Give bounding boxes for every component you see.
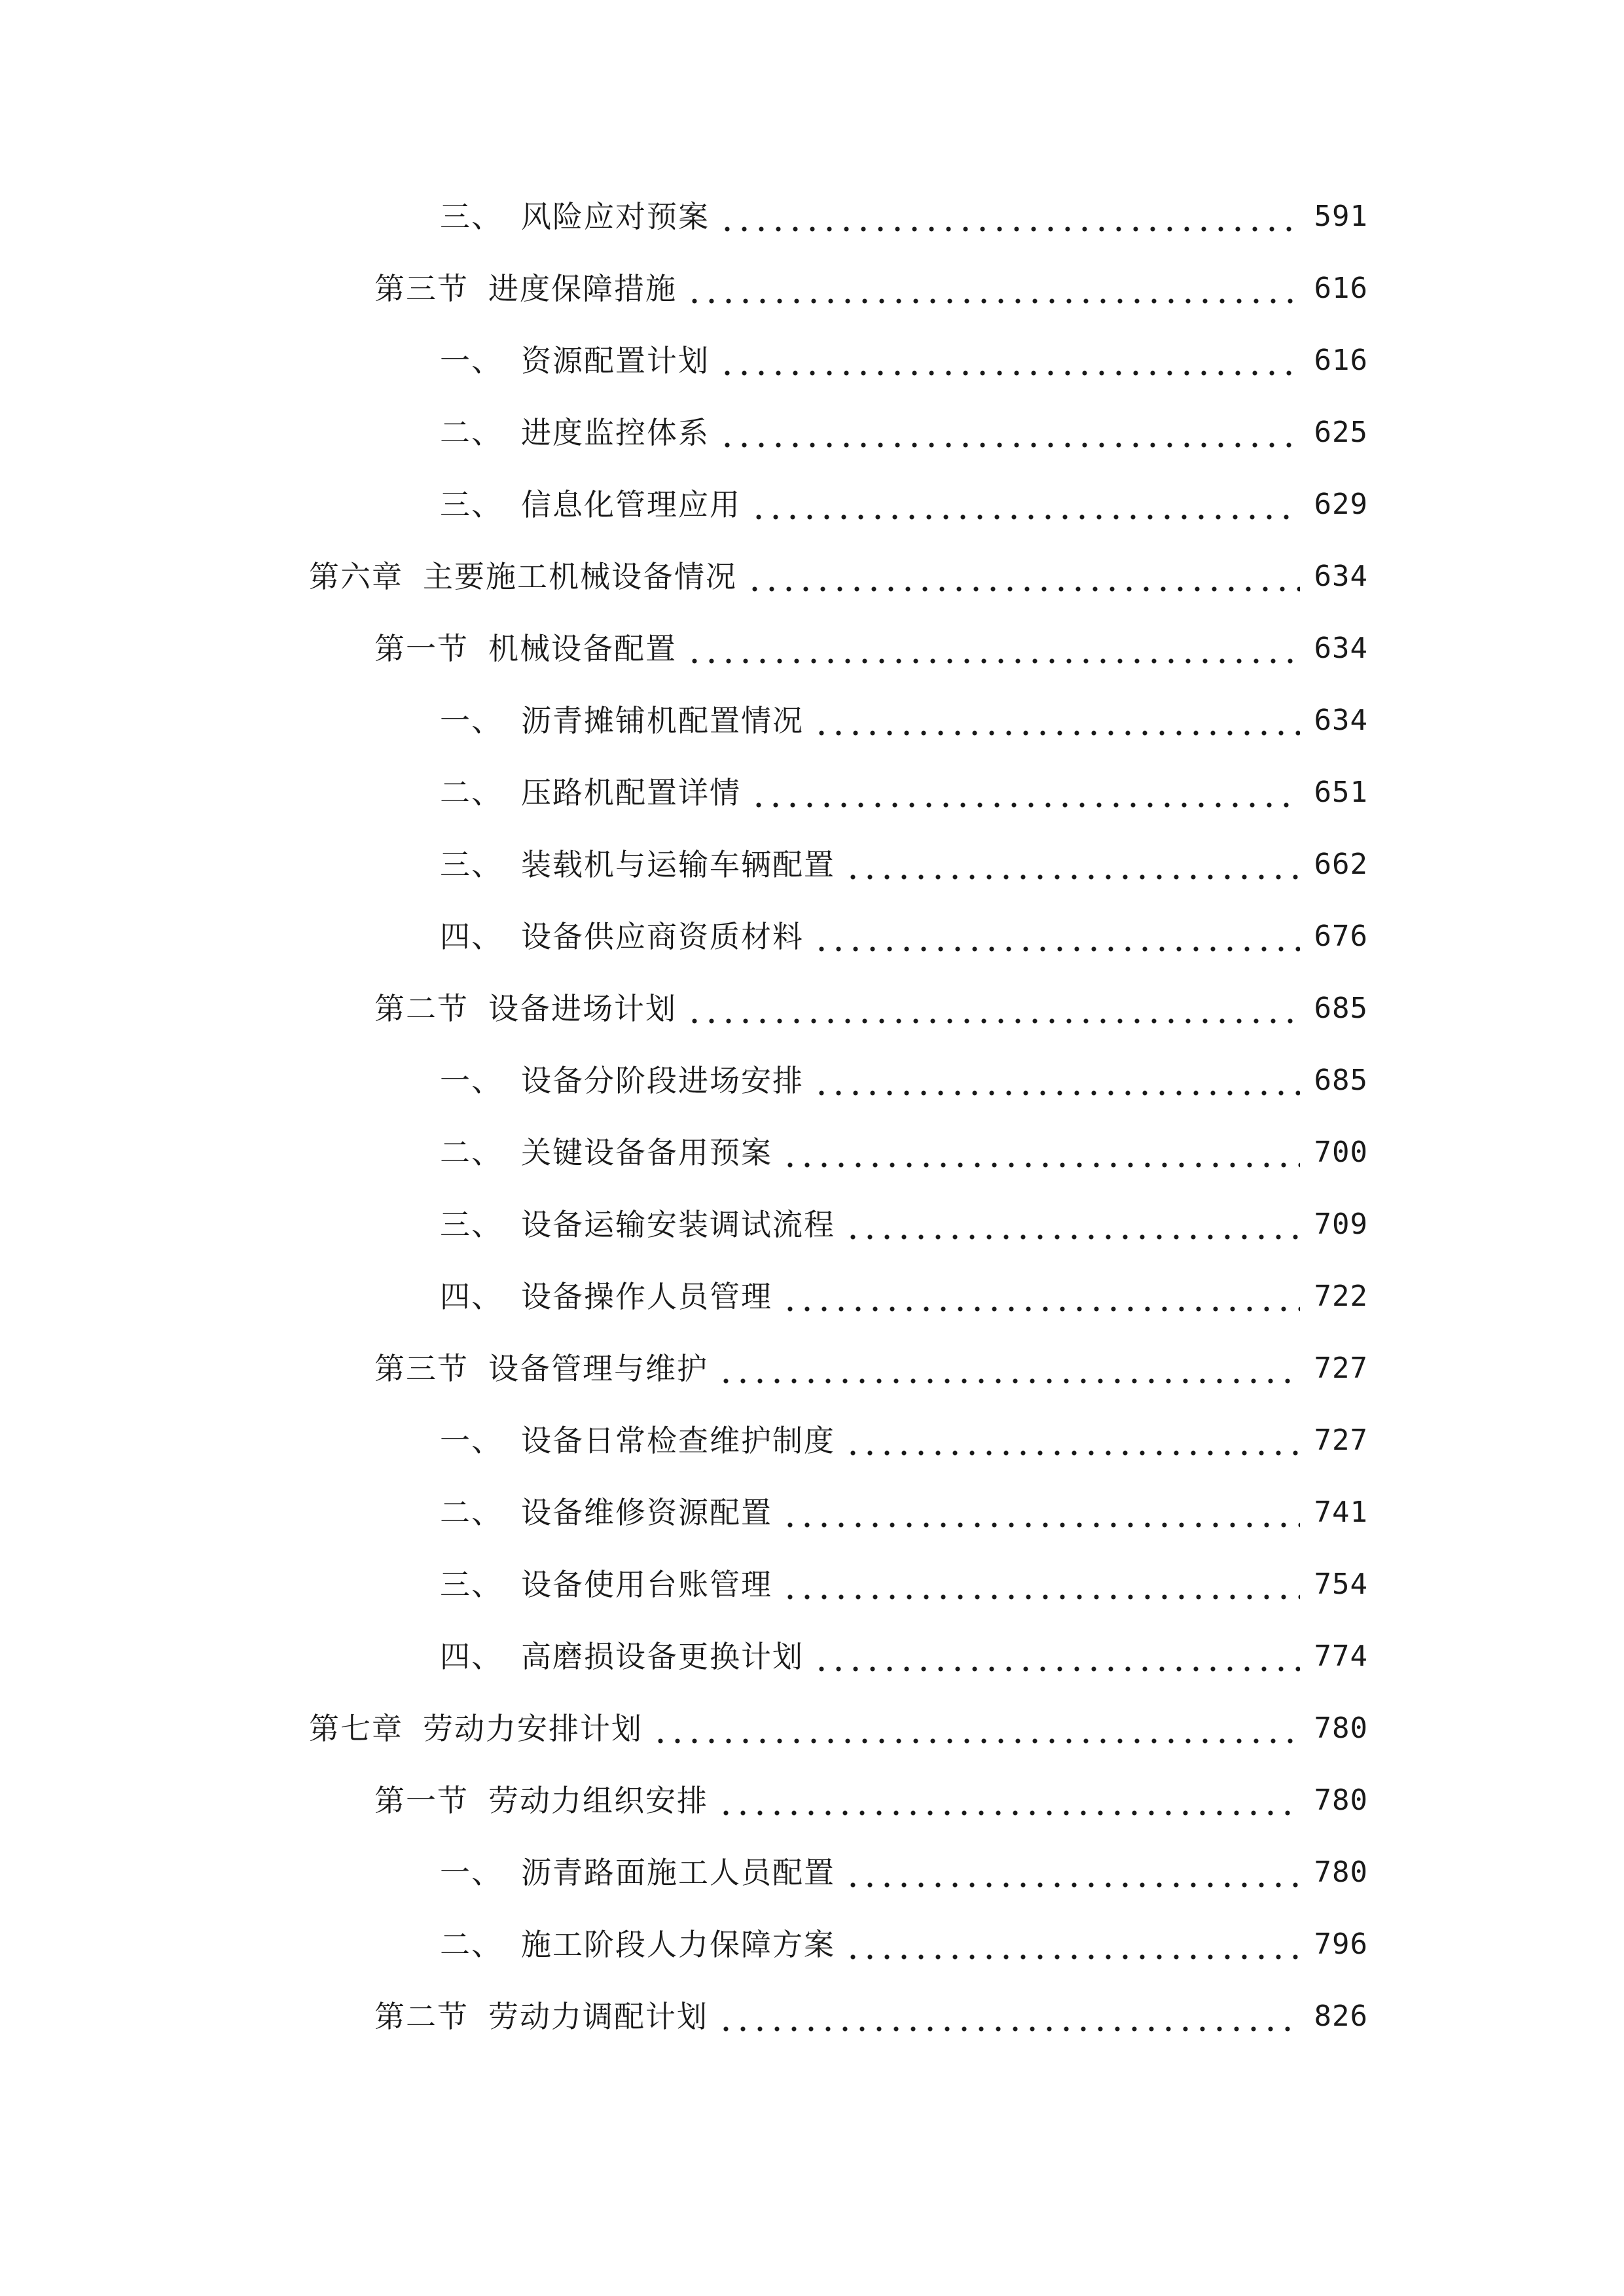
dot-leader: [782, 1276, 1300, 1318]
dot-leader: [844, 1420, 1300, 1462]
toc-entry-title: 资源配置计划: [521, 343, 710, 378]
toc-page-number: 685: [1314, 992, 1368, 1025]
toc-entry-marker: 一、: [440, 1423, 503, 1458]
toc-entry-title: 设备操作人员管理: [521, 1279, 772, 1314]
dot-leader: [719, 340, 1300, 382]
toc-entry-title: 主要施工机械设备情况: [423, 559, 737, 594]
toc-entry[interactable]: [0, 757, 1624, 829]
toc-entry-title: 沥青摊铺机配置情况: [521, 703, 804, 738]
toc-entry-title: 施工阶段人力保障方案: [521, 1927, 835, 1962]
toc-entry-marker: 一、: [440, 703, 503, 738]
toc-entry-label: [440, 844, 835, 886]
toc-entry[interactable]: [0, 469, 1624, 541]
toc-entry-marker: 四、: [440, 1279, 503, 1314]
toc-entry-marker: 三、: [440, 487, 503, 522]
toc-entry[interactable]: [0, 1693, 1624, 1765]
toc-entry-title: 关键设备备用预案: [521, 1135, 772, 1170]
toc-entry[interactable]: [0, 1765, 1624, 1837]
dot-leader: [652, 1708, 1300, 1749]
toc-page-number: 676: [1314, 920, 1368, 953]
toc-page-number: 722: [1314, 1280, 1368, 1313]
toc-entry[interactable]: [0, 1909, 1624, 1981]
toc-entry-marker: 第七章: [309, 1711, 403, 1746]
toc-entry-marker: 二、: [440, 415, 503, 450]
toc-page-number: 634: [1314, 704, 1368, 737]
dot-leader: [844, 1924, 1300, 1965]
toc-entry-title: 设备日常检查维护制度: [521, 1423, 835, 1458]
toc-page-number: 780: [1314, 1784, 1368, 1817]
toc-entry-title: 机械设备配置: [488, 631, 677, 666]
toc-entry-label: [440, 412, 710, 454]
toc-entry[interactable]: [0, 1837, 1624, 1909]
toc-entry-title: 设备分阶段进场安排: [521, 1063, 804, 1098]
toc-entry-label: [440, 196, 710, 238]
toc-page-number: 616: [1314, 272, 1368, 305]
toc-entry-label: [440, 700, 804, 742]
toc-entry[interactable]: [0, 1405, 1624, 1477]
toc-entry-title: 设备使用台账管理: [521, 1567, 772, 1602]
toc-entry[interactable]: [0, 325, 1624, 397]
toc-page-number: 634: [1314, 632, 1368, 665]
toc-page-number: 780: [1314, 1856, 1368, 1889]
toc-entry[interactable]: [0, 1477, 1624, 1549]
toc-entry-marker: 二、: [440, 1927, 503, 1962]
toc-entry-marker: 二、: [440, 1135, 503, 1170]
toc-page-number: 625: [1314, 416, 1368, 449]
toc-entry-label: [440, 1204, 835, 1246]
dot-leader: [813, 700, 1300, 742]
toc-entry[interactable]: [0, 181, 1624, 253]
toc-entry[interactable]: [0, 685, 1624, 757]
toc-entry-title: 劳动力组织安排: [488, 1783, 708, 1818]
toc-entry[interactable]: [0, 541, 1624, 613]
dot-leader: [719, 196, 1300, 238]
dot-leader: [750, 484, 1300, 526]
toc-entry-marker: 三、: [440, 1567, 503, 1602]
toc-entry-label: [440, 1276, 772, 1318]
dot-leader: [750, 772, 1300, 814]
toc-entry-marker: 一、: [440, 1855, 503, 1890]
table-of-contents: [0, 181, 1624, 2053]
toc-page-number: 774: [1314, 1640, 1368, 1673]
toc-entry-title: 高磨损设备更换计划: [521, 1639, 804, 1674]
toc-entry-marker: 第二节: [374, 991, 469, 1026]
dot-leader: [844, 1852, 1300, 1893]
toc-entry-label: [440, 1564, 772, 1605]
toc-page-number: 796: [1314, 1928, 1368, 1961]
toc-entry-marker: 四、: [440, 919, 503, 954]
dot-leader: [782, 1564, 1300, 1605]
toc-entry[interactable]: [0, 613, 1624, 685]
toc-page-number: 741: [1314, 1496, 1368, 1529]
toc-entry-label: [440, 484, 741, 526]
toc-entry-marker: 三、: [440, 847, 503, 882]
toc-entry[interactable]: [0, 1045, 1624, 1117]
toc-entry[interactable]: [0, 1261, 1624, 1333]
toc-entry-marker: 第一节: [374, 631, 469, 666]
toc-entry[interactable]: [0, 1981, 1624, 2053]
toc-entry-title: 设备供应商资质材料: [521, 919, 804, 954]
toc-page-number: 629: [1314, 488, 1368, 521]
toc-entry[interactable]: [0, 397, 1624, 469]
toc-entry-marker: 一、: [440, 343, 503, 378]
toc-entry[interactable]: [0, 1333, 1624, 1405]
toc-entry-marker: 二、: [440, 1495, 503, 1530]
dot-leader: [813, 1636, 1300, 1677]
toc-entry-label: [440, 1492, 772, 1534]
toc-entry[interactable]: [0, 973, 1624, 1045]
toc-page-number: 727: [1314, 1352, 1368, 1385]
dot-leader: [717, 1780, 1300, 1821]
toc-entry-marker: 三、: [440, 1207, 503, 1242]
toc-entry[interactable]: [0, 253, 1624, 325]
toc-entry-title: 压路机配置详情: [521, 775, 741, 810]
toc-entry-label: [440, 1132, 772, 1174]
toc-entry-label: [440, 1852, 835, 1893]
toc-entry[interactable]: [0, 1621, 1624, 1693]
toc-entry-title: 劳动力安排计划: [423, 1711, 643, 1746]
toc-entry[interactable]: [0, 1189, 1624, 1261]
toc-page-number: 685: [1314, 1064, 1368, 1097]
dot-leader: [719, 412, 1300, 454]
toc-page-number: 709: [1314, 1208, 1368, 1241]
toc-entry-title: 设备管理与维护: [488, 1351, 708, 1386]
toc-entry-marker: 第三节: [374, 271, 469, 306]
toc-page-number: 616: [1314, 344, 1368, 377]
toc-entry[interactable]: [0, 829, 1624, 901]
dot-leader: [717, 1996, 1300, 2037]
toc-entry-label: [374, 1780, 708, 1821]
dot-leader: [844, 844, 1300, 886]
toc-page-number: 591: [1314, 200, 1368, 233]
toc-entry-label: [440, 916, 804, 958]
toc-page-number: 651: [1314, 776, 1368, 809]
toc-entry-label: [374, 1348, 708, 1390]
dot-leader: [686, 988, 1300, 1030]
toc-entry-title: 装载机与运输车辆配置: [521, 847, 835, 882]
toc-entry[interactable]: [0, 1549, 1624, 1621]
toc-entry-marker: 第二节: [374, 1999, 469, 2034]
toc-entry-label: [440, 1636, 804, 1677]
toc-entry-marker: 四、: [440, 1639, 503, 1674]
toc-entry-marker: 第三节: [374, 1351, 469, 1386]
toc-entry-marker: 一、: [440, 1063, 503, 1098]
dot-leader: [717, 1348, 1300, 1390]
toc-page-number: 727: [1314, 1424, 1368, 1457]
dot-leader: [782, 1492, 1300, 1534]
toc-entry-label: [374, 988, 677, 1030]
toc-entry-title: 进度监控体系: [521, 415, 710, 450]
toc-entry-label: [309, 556, 737, 598]
toc-entry-label: [440, 772, 741, 814]
toc-page-number: 780: [1314, 1712, 1368, 1745]
dot-leader: [686, 628, 1300, 670]
toc-entry-label: [440, 1060, 804, 1102]
toc-entry-title: 劳动力调配计划: [488, 1999, 708, 2034]
dot-leader: [813, 916, 1300, 958]
toc-entry-marker: 二、: [440, 775, 503, 810]
dot-leader: [782, 1132, 1300, 1174]
dot-leader: [844, 1204, 1300, 1246]
toc-entry-marker: 三、: [440, 199, 503, 234]
toc-entry-title: 沥青路面施工人员配置: [521, 1855, 835, 1890]
toc-entry-marker: 第一节: [374, 1783, 469, 1818]
toc-entry[interactable]: [0, 901, 1624, 973]
toc-entry[interactable]: [0, 1117, 1624, 1189]
toc-entry-marker: 第六章: [309, 559, 403, 594]
toc-page-number: 634: [1314, 560, 1368, 593]
dot-leader: [746, 556, 1300, 598]
toc-page-number: 754: [1314, 1568, 1368, 1601]
toc-page-number: 826: [1314, 2000, 1368, 2033]
toc-entry-label: [309, 1708, 643, 1749]
toc-entry-title: 风险应对预案: [521, 199, 710, 234]
toc-page-number: 662: [1314, 848, 1368, 881]
toc-entry-label: [374, 268, 677, 310]
toc-page-number: 700: [1314, 1136, 1368, 1169]
toc-entry-label: [374, 628, 677, 670]
toc-entry-label: [374, 1996, 708, 2037]
toc-entry-label: [440, 1924, 835, 1965]
dot-leader: [813, 1060, 1300, 1102]
toc-entry-title: 设备运输安装调试流程: [521, 1207, 835, 1242]
toc-entry-label: [440, 340, 710, 382]
toc-entry-title: 信息化管理应用: [521, 487, 741, 522]
toc-entry-label: [440, 1420, 835, 1462]
toc-entry-title: 设备进场计划: [488, 991, 677, 1026]
toc-entry-title: 设备维修资源配置: [521, 1495, 772, 1530]
dot-leader: [686, 268, 1300, 310]
toc-entry-title: 进度保障措施: [488, 271, 677, 306]
